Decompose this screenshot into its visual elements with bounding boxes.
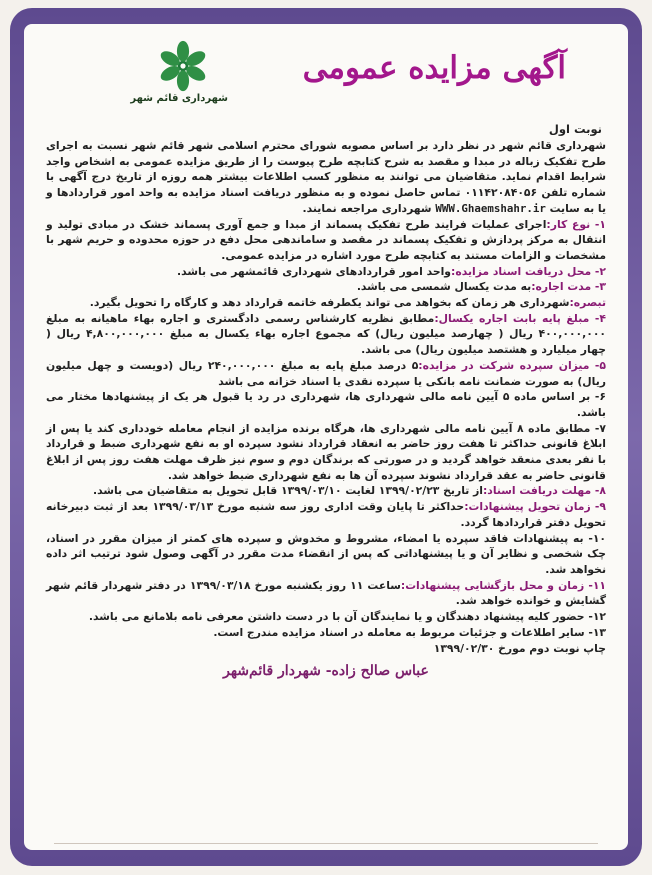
notice-paper — [24, 24, 628, 850]
clause-label: ۳- مدت اجاره: — [531, 280, 606, 294]
clause — [46, 217, 606, 264]
intro-paragraph — [46, 138, 606, 217]
clause — [46, 358, 606, 389]
clause-text: ساعت ۱۱ روز یکشنبه مورخ ۱۳۹۹/۰۳/۱۸ در دفتر شهردار قائم شهر گشایش و خوانده خواهد شد. — [46, 578, 606, 608]
clause-text: ۱۲- حضور کلیه پیشنهاد دهندگان و یا نمایندگان آن با در دست داشتن معرفی نامه بلامانع می باشد. — [88, 610, 606, 624]
clause-label: ۸- مهلت دریافت اسناد: — [482, 484, 606, 498]
clause — [46, 578, 606, 609]
clause — [46, 295, 606, 311]
clause-text: ۱۰- به پیشنهادات فاقد سپرده یا امضاء، مشروط و مخدوش و سپرده های کمتر از میزان مقرر در اسناد، چک شخصی و نظایر آن و یا پیشنهاداتی که پس از انقضاء مدت مقرر در آگهی وصول شود ترتیب اثر داده نخواهد شد. — [46, 531, 606, 576]
notice-title: آگهی مزایده عمومی — [302, 50, 566, 86]
clause — [46, 311, 606, 358]
clause — [46, 625, 606, 641]
clause-text: مطابق نظریه کارشناس رسمی دادگستری و اجاره بهاء ماهیانه به مبلغ ۴۰۰,۰۰۰,۰۰۰ ریال ( چهارصد میلیون ریال) که مجموع اجاره بهاء یکسال به مبلغ ۴,۸۰۰,۰۰۰,۰۰۰ ریال ( چهار میلیارد و هشتصد میلیون ریال) می باشد. — [46, 311, 606, 357]
clause — [46, 421, 606, 484]
clause-text: ۱۳- سایر اطلاعات و جزئیات مربوط به معامله در اسناد مزایده مندرج است. — [213, 625, 606, 639]
clause-label: ۱- نوع کار: — [546, 217, 606, 231]
clause-text: ۷- مطابق ماده ۸ آیین نامه مالی شهرداری ها، هرگاه برنده مزایده از انجام معامله خودداری کند یا پس از ابلاغ قانونی حداکثر تا هفت روز حاضر به انعقاد قرارداد نشود سپرده او به نفع شهرداری ضبط و قرارداد با نفر بعدی منعقد خواهد گردید و در صورتی که برندگان دوم و سوم نیز ظرف مهلت هفت روز پس از ابلاغ قانونی حاضر به عقد قرارداد نشوند سپرده آن ها به نفع شهرداری ضبط خواهد شد. — [46, 421, 606, 482]
clause-text: ۵ درصد مبلغ پایه به مبلغ ۲۴۰,۰۰۰,۰۰۰ ریال (دویست و چهل میلیون ریال) به صورت ضمانت نامه بانکی یا سپرده نقدی یا اسناد خزانه می باشد — [46, 358, 606, 388]
logo-emblem-icon — [157, 40, 209, 92]
clause-text: واحد امور قراردادهای شهرداری قائمشهر می باشد. — [177, 264, 452, 278]
intro-text: شهرداری قائم شهر در نظر دارد بر اساس مصوبه شورای محترم اسلامی شهر قائم شهر نسبت به اجرای طرح تفکیک زباله در مبدا و مقصد به شرح کتابچه طرح پیوست را از طریق مزایده عمومی به اشخاص واجد شرایط اقدام نماید. متقاضیان می توانند به منظور کسب اطلاعات بیشتر همه روزه از تاریخ درج آگهی با شماره تلفن ۰۱۱۴۲۰۸۴۰۵۶ تماس حاصل نموده و به منظور دریافت اسناد مزایده به واحد امور قراردادها و یا به سایت — [46, 139, 607, 215]
municipality-logo — [130, 40, 228, 104]
clause-label: ۵- میزان سپرده شرکت در مزایده: — [418, 358, 606, 372]
clause-text: شهرداری هر زمان که بخواهد می تواند یکطرفه خاتمه قرارداد دهد و کارگاه را تحویل بگیرد. — [89, 296, 570, 310]
print-date: چاپ نوبت دوم مورخ ۱۳۹۹/۰۲/۳۰ — [433, 641, 606, 655]
clause-text: ۶- بر اساس ماده ۵ آیین نامه مالی شهرداری ها، شهرداری در رد یا قبول هر یک از پیشنهادها مختار می باشد. — [46, 390, 606, 419]
clause-text: به مدت یکسال شمسی می باشد. — [356, 280, 532, 294]
intro-tail: شهرداری مراجعه نمایند. — [302, 201, 432, 215]
notice-round: نوبت اول — [548, 122, 602, 136]
signature: عباس صالح زاده- شهردار قائم‌شهر — [223, 663, 429, 680]
clause-label: تبصره: — [569, 296, 606, 310]
clause-label: ۴- مبلغ پایه بابت اجاره یکسال: — [434, 311, 607, 325]
purple-frame — [10, 8, 642, 866]
bottom-divider — [54, 843, 598, 844]
clause-label: ۲- محل دریافت اسناد مزایده: — [451, 264, 606, 278]
notice-header — [46, 34, 606, 138]
notice-body — [46, 138, 606, 656]
clause-label: ۹- زمان تحویل پیشنهادات: — [464, 500, 607, 514]
clause-text: از تاریخ ۱۳۹۹/۰۲/۲۳ لغایت ۱۳۹۹/۰۳/۱۰ قابل تحویل به متقاضیان می باشد. — [92, 484, 483, 498]
clause — [46, 531, 606, 578]
clause-text: اجرای عملیات فرایند طرح تفکیک پسماند از مبدا و جمع آوری پسماند خشک در مبادی تولید و انتقال به مرکز پردازش و تفکیک پسماند در مقصد و ساماندهی محل دفع در حوزه محدوده و حریم شهر با مشخصات و الزامات مستند به کتابچه طرح مورد اشاره در مزایده عمومی. — [46, 217, 606, 262]
clause — [46, 279, 606, 295]
clause-label: ۱۱- زمان و محل بازگشایی پیشنهادات: — [400, 578, 607, 592]
clause-text: حداکثر تا پایان وقت اداری روز سه شنبه مورخ ۱۳۹۹/۰۳/۱۳ بعد از ثبت دبیرخانه تحویل دفتر قراردادها گردد. — [46, 500, 606, 529]
clause — [46, 483, 606, 499]
clause — [46, 389, 606, 420]
website-link[interactable]: WWW.Ghaemshahr.ir — [435, 201, 546, 215]
clause — [46, 264, 606, 280]
clause — [46, 499, 606, 530]
clause — [46, 609, 606, 625]
logo-caption: شهرداری قائم شهر — [130, 93, 228, 104]
